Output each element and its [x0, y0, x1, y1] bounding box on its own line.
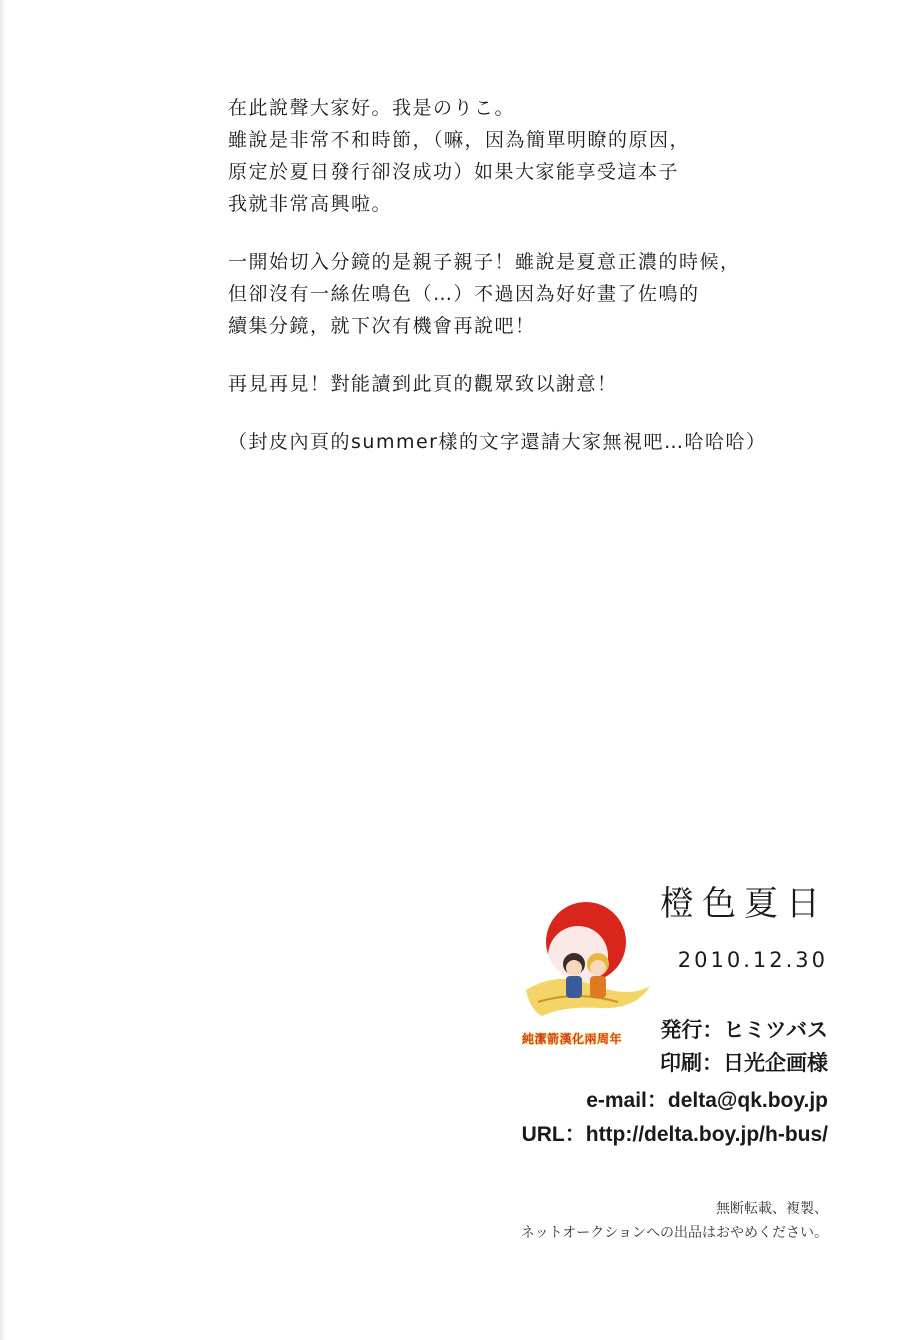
- emblem-caption: 純潔箭漢化兩周年: [522, 1032, 623, 1046]
- note-line: 雖說是非常不和時節，（嘛，因為簡單明瞭的原因，: [228, 129, 691, 151]
- publisher-line: 発行：ヒミツバス: [660, 1019, 828, 1042]
- copyright-notice-line-1: 無断転載、複製、: [716, 1201, 828, 1217]
- colophon-title: 橙色夏日: [660, 884, 828, 924]
- note-line: 再見再見！對能讀到此頁的觀眾致以謝意！: [228, 373, 618, 395]
- note-line: 續集分鏡，就下次有機會再說吧！: [228, 315, 536, 337]
- url-line: URL：http://delta.boy.jp/h-bus/: [521, 1123, 828, 1146]
- copyright-notice-line-2: ネットオークションへの出品はおやめください。: [520, 1225, 828, 1241]
- note-paragraph-1: [228, 92, 828, 220]
- note-paragraph-3: [228, 368, 828, 400]
- anniversary-emblem: [518, 898, 658, 1050]
- note-line: 但卻沒有一絲佐鳴色（…）不過因為好好畫了佐鳴的: [228, 283, 700, 305]
- email-line: e-mail：delta@qk.boy.jp: [586, 1089, 828, 1112]
- afterword-note: [228, 92, 828, 484]
- scan-edge: [0, 0, 6, 1340]
- note-line: 在此說聲大家好。我是のりこ。: [228, 97, 516, 119]
- note-line: 我就非常高興啦。: [228, 193, 393, 215]
- emblem-graphic: [518, 898, 658, 1050]
- note-paragraph-2: [228, 246, 828, 342]
- note-paragraph-4: [228, 426, 828, 458]
- printer-line: 印刷：日光企画様: [660, 1052, 828, 1075]
- note-line: （封皮內頁的summer樣的文字還請大家無視吧…哈哈哈）: [228, 431, 767, 453]
- note-line: 原定於夏日發行卻沒成功）如果大家能享受這本子: [228, 161, 680, 183]
- note-line: 一開始切入分鏡的是親子親子！雖說是夏意正濃的時候，: [228, 251, 741, 273]
- publication-date: 2010.12.30: [677, 948, 828, 972]
